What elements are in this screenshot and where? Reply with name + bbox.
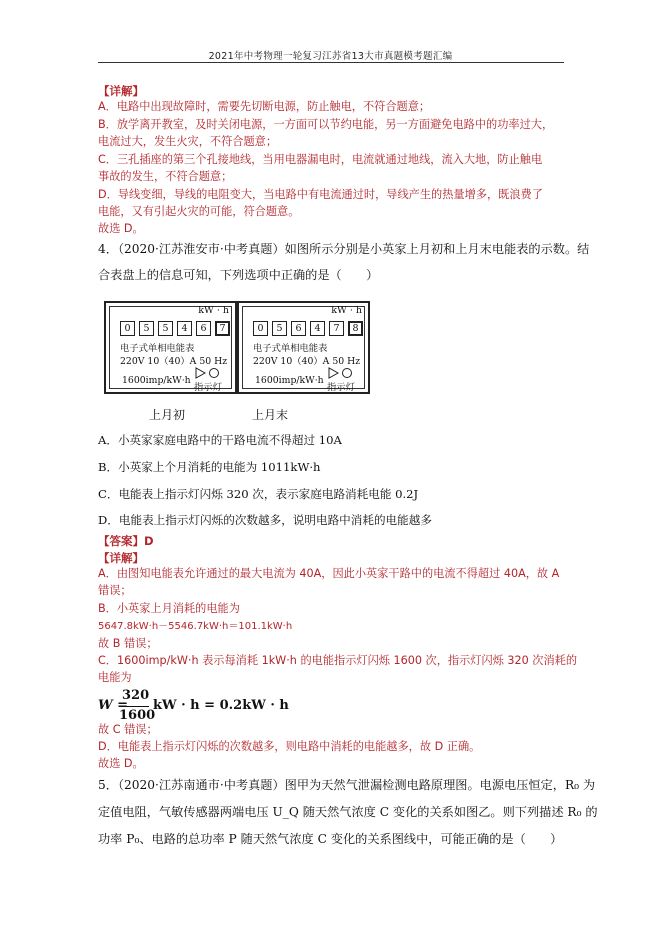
meter-digit: 6 [196, 321, 211, 336]
meter-caption: 上月末 [252, 408, 289, 422]
meter-digits [253, 321, 367, 336]
detail-line: A．由图知电能表允许通过的最大电流为 40A，因此小英家干路中的电流不得超过 40A，故 A [98, 567, 560, 580]
indicator-light-icon [328, 367, 354, 379]
question-5-line: 定值电阻，气敏传感器两端电压 U_Q 随天然气浓度 C 变化的关系如图乙。则下列描述 R₀ 的 [98, 805, 598, 819]
formula-numerator: 320 [122, 688, 150, 703]
question-5-line: 5．（2020·江苏南通市·中考真题）图甲为天然气泄漏检测电路原理图。电源电压恒定，R₀ 为 [98, 778, 596, 792]
meter-digit: 5 [139, 321, 154, 336]
detail-line: C．三孔插座的第三个孔接地线，当用电器漏电时，电流就通过地线，流入大地，防止触电 [98, 153, 543, 166]
meter-digit: 7 [215, 321, 230, 336]
meter-digit: 8 [348, 321, 363, 336]
meter-digit: 4 [310, 321, 325, 336]
detail-line: 事故的发生，不符合题意； [98, 170, 233, 183]
meter-start [104, 301, 237, 394]
meter-spec: 220V 10（40）A 50 Hz [253, 356, 361, 367]
meter-spec: 220V 10（40）A 50 Hz [120, 356, 228, 367]
detail-line: B．放学离开教室，及时关闭电源，一方面可以节约电能，另一方面避免电路中的功率过大， [98, 118, 554, 131]
answer-tag: 【答案】D [98, 534, 154, 548]
answer-line: 故选 D。 [98, 222, 144, 235]
question-4-line: 合表盘上的信息可知，下列选项中正确的是（ ） [98, 268, 379, 282]
detail-tag: 【详解】 [98, 84, 144, 98]
meter-digit: 7 [329, 321, 344, 336]
option-c: C．电能表上指示灯闪烁 320 次，表示家庭电路消耗电能 0.2J [98, 487, 419, 501]
meter-digit: 6 [291, 321, 306, 336]
detail-line: B．小英家上月消耗的电能为 [98, 602, 240, 615]
indicator-light-icon [195, 367, 221, 379]
meter-imp: 1600imp/kW·h [255, 375, 324, 386]
meter-digit: 0 [120, 321, 135, 336]
detail-line: C．1600imp/kW·h 表示每消耗 1kW·h 的电能指示灯闪烁 1600 次，指示灯闪烁 320 次消耗的 [98, 654, 578, 667]
detail-line: D．导线变细，导线的电阻变大，当电路中有电流通过时，导线产生的热量增多，既浪费了 [98, 188, 543, 201]
meter-imp: 1600imp/kW·h [122, 375, 191, 386]
detail-line: A．电路中出现故障时，需要先切断电源，防止触电，不符合题意； [98, 100, 431, 113]
detail-line: 错误； [98, 584, 132, 597]
detail-line: 电流过大，发生火灾，不符合题意； [98, 135, 278, 148]
answer-line: 故选 D。 [98, 757, 144, 770]
detail-line: 5647.8kW·h－5546.7kW·h＝101.1kW·h [98, 621, 293, 632]
detail-line: 电能为 [98, 671, 132, 684]
formula-denominator: 1600 [119, 708, 156, 723]
option-b: B．小英家上个月消耗的电能为 1011kW·h [98, 460, 321, 474]
meter-digit: 5 [272, 321, 287, 336]
meter-unit: kW · h [331, 305, 362, 316]
detail-line: 故 C 错误； [98, 723, 158, 736]
formula-rhs: kW · h = 0.2kW · h [153, 698, 289, 713]
detail-tag: 【详解】 [98, 551, 144, 565]
fraction-bar [120, 706, 149, 707]
option-a: A．小英家家庭电路中的干路电流不得超过 10A [98, 433, 342, 447]
meter-name: 电子式单相电能表 [120, 343, 195, 354]
header-rule [98, 62, 564, 63]
meter-light-label: 指示灯 [327, 382, 355, 393]
page-header: 2021年中考物理一轮复习江苏省13大市真题模考题汇编 [208, 51, 453, 62]
meter-light-label: 指示灯 [194, 382, 222, 393]
detail-line: 电能，又有引起火灾的可能，符合题意。 [98, 205, 300, 218]
question-5-line: 功率 P₀、电路的总功率 P 随天然气浓度 C 变化的关系图线中，可能正确的是（ ） [98, 832, 563, 846]
meter-digit: 5 [158, 321, 173, 336]
detail-line: 故 B 错误； [98, 637, 158, 650]
meter-end [237, 301, 370, 394]
detail-line: D．电能表上指示灯闪烁的次数越多，则电路中消耗的电能越多，故 D 正确。 [98, 740, 481, 753]
question-4-line: 4．（2020·江苏淮安市·中考真题）如图所示分别是小英家上月初和上月末电能表的示数。结 [98, 242, 590, 256]
meter-name: 电子式单相电能表 [253, 343, 328, 354]
meter-digits [120, 321, 234, 336]
meter-digit: 4 [177, 321, 192, 336]
meter-unit: kW · h [198, 305, 229, 316]
formula-lhs: W = [98, 698, 129, 713]
option-d: D．电能表上指示灯闪烁的次数越多，说明电路中消耗的电能越多 [98, 513, 432, 527]
meter-digit: 0 [253, 321, 268, 336]
meter-caption: 上月初 [149, 408, 186, 422]
